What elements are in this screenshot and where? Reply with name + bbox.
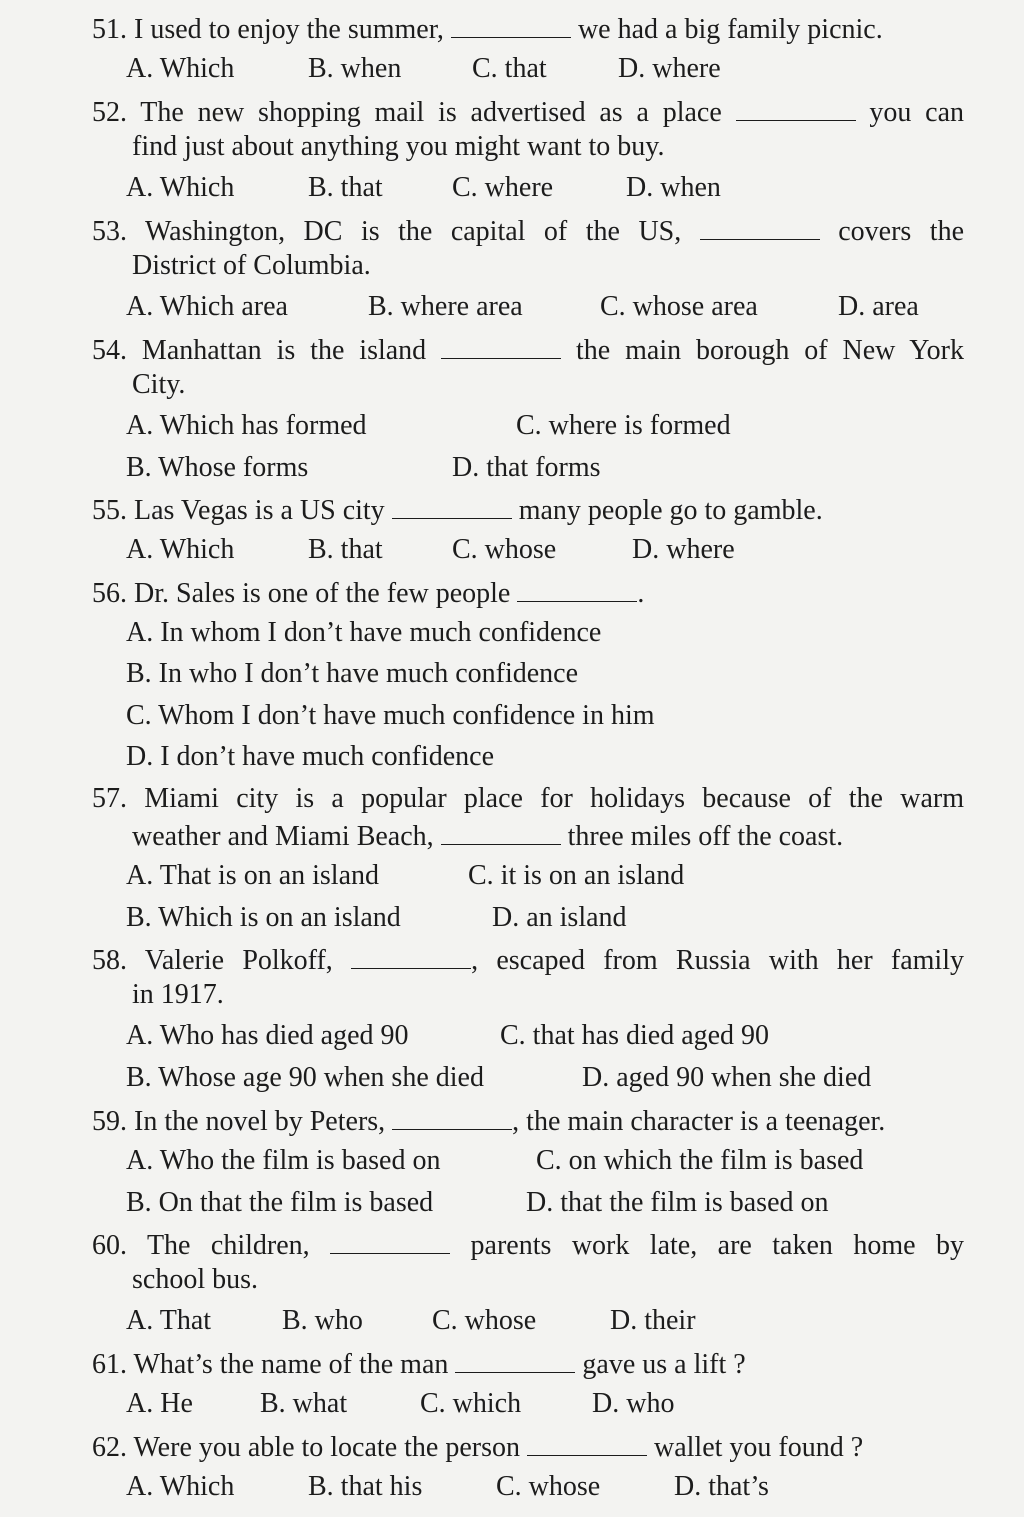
option-c: C. it is on an island bbox=[468, 860, 685, 891]
question-number: 60. bbox=[92, 1230, 127, 1261]
answer-blank bbox=[736, 94, 856, 121]
option-d: D. where bbox=[632, 534, 735, 565]
option-a: A. Who the film is based on bbox=[126, 1145, 441, 1176]
question-61 bbox=[92, 1346, 746, 1380]
option-c: C. that bbox=[472, 53, 547, 84]
question-number: 58. bbox=[92, 945, 127, 976]
question-text: What’s the name of the man bbox=[133, 1349, 449, 1380]
question-text-continued bbox=[132, 818, 843, 852]
question-text-continued: District of Columbia. bbox=[132, 250, 371, 281]
option-b: B. when bbox=[308, 53, 402, 84]
option-c: C. which bbox=[420, 1388, 522, 1419]
option-b: B. where area bbox=[368, 291, 523, 322]
question-text: the main borough of New York bbox=[576, 335, 965, 366]
question-text: Manhattan is the island bbox=[141, 335, 427, 366]
question-55 bbox=[92, 492, 823, 526]
option-b: B. On that the film is based bbox=[126, 1187, 434, 1218]
question-number: 53. bbox=[92, 216, 127, 247]
question-number: 56. bbox=[92, 578, 127, 609]
question-text: Las Vegas is a US city bbox=[134, 495, 385, 526]
option-b: B. Which is on an island bbox=[126, 902, 401, 933]
question-number: 59. bbox=[92, 1106, 127, 1137]
answer-blank bbox=[330, 1227, 450, 1254]
option-b: B. that his bbox=[308, 1471, 423, 1502]
question-59 bbox=[92, 1103, 885, 1137]
question-text: , escaped from Russia with her family bbox=[471, 945, 964, 976]
question-58 bbox=[92, 942, 964, 976]
answer-blank bbox=[351, 942, 471, 969]
option-d: D. that’s bbox=[674, 1471, 769, 1502]
question-text-continued: school bus. bbox=[132, 1264, 258, 1295]
question-text: covers the bbox=[838, 216, 965, 247]
question-57 bbox=[92, 782, 964, 816]
question-text: wallet you found ? bbox=[653, 1432, 864, 1463]
option-a: A. Which area bbox=[126, 291, 288, 322]
question-text-continued: find just about anything you might want to buy. bbox=[132, 131, 665, 162]
option-b: B. who bbox=[282, 1305, 363, 1336]
question-62 bbox=[92, 1429, 863, 1463]
option-a: A. Which bbox=[126, 53, 235, 84]
question-number: 61. bbox=[92, 1349, 127, 1380]
question-text: The new shopping mail is advertised as a place bbox=[140, 97, 722, 128]
question-text: you can bbox=[869, 97, 965, 128]
option-c: C. whose bbox=[496, 1471, 601, 1502]
question-53 bbox=[92, 213, 964, 247]
option-c: C. whose bbox=[452, 534, 557, 565]
option-c: C. whose bbox=[432, 1305, 537, 1336]
option-a: A. Which bbox=[126, 534, 235, 565]
option-d: D. aged 90 when she died bbox=[582, 1062, 872, 1093]
option-a: A. Which bbox=[126, 172, 235, 203]
question-text: Miami city is a popular place for holidays because of the warm bbox=[144, 783, 964, 814]
answer-blank bbox=[451, 11, 571, 38]
option-a: A. Which has formed bbox=[126, 410, 367, 441]
question-number: 62. bbox=[92, 1432, 127, 1463]
question-text: parents work late, are taken home by bbox=[470, 1230, 964, 1261]
option-b: B. In who I don’t have much confidence bbox=[126, 658, 579, 689]
question-text: I used to enjoy the summer, bbox=[134, 14, 444, 45]
question-text: Were you able to locate the person bbox=[133, 1432, 520, 1463]
option-c: C. that has died aged 90 bbox=[500, 1020, 770, 1051]
option-a: A. Which bbox=[126, 1471, 235, 1502]
option-a: A. Who has died aged 90 bbox=[126, 1020, 409, 1051]
option-c: C. Whom I don’t have much confidence in him bbox=[126, 700, 655, 731]
option-c: C. on which the film is based bbox=[536, 1145, 864, 1176]
option-b: B. Whose forms bbox=[126, 452, 309, 483]
question-number: 57. bbox=[92, 783, 127, 814]
question-text: gave us a lift ? bbox=[582, 1349, 746, 1380]
option-b: B. what bbox=[260, 1388, 348, 1419]
answer-blank bbox=[455, 1346, 575, 1373]
option-d: D. when bbox=[626, 172, 721, 203]
answer-blank bbox=[441, 332, 561, 359]
option-d: D. area bbox=[838, 291, 919, 322]
option-d: D. an island bbox=[492, 902, 627, 933]
option-b: B. that bbox=[308, 172, 383, 203]
option-d: D. I don’t have much confidence bbox=[126, 741, 495, 772]
question-number: 54. bbox=[92, 335, 127, 366]
answer-blank bbox=[392, 1103, 512, 1130]
question-text: Valerie Polkoff, bbox=[144, 945, 333, 976]
option-c: C. whose area bbox=[600, 291, 758, 322]
question-51 bbox=[92, 11, 883, 45]
question-text: , the main character is a teenager. bbox=[512, 1106, 886, 1137]
question-text: many people go to gamble. bbox=[518, 495, 823, 526]
option-d: D. that forms bbox=[452, 452, 601, 483]
option-a: A. In whom I don’t have much confidence bbox=[126, 617, 602, 648]
question-number: 55. bbox=[92, 495, 127, 526]
question-text: Dr. Sales is one of the few people bbox=[134, 578, 511, 609]
option-d: D. their bbox=[610, 1305, 696, 1336]
question-number: 51. bbox=[92, 14, 127, 45]
option-a: A. He bbox=[126, 1388, 193, 1419]
question-60 bbox=[92, 1227, 964, 1261]
option-a: A. That bbox=[126, 1305, 212, 1336]
question-text: Washington, DC is the capital of the US, bbox=[145, 216, 682, 247]
question-text: . bbox=[637, 578, 645, 609]
option-c: C. where bbox=[452, 172, 554, 203]
option-c: C. where is formed bbox=[516, 410, 731, 441]
question-number: 52. bbox=[92, 97, 127, 128]
option-a: A. That is on an island bbox=[126, 860, 380, 891]
answer-blank bbox=[392, 492, 512, 519]
answer-blank bbox=[517, 575, 637, 602]
question-text: we had a big family picnic. bbox=[577, 14, 883, 45]
answer-blank bbox=[441, 818, 561, 845]
question-text: three miles off the coast. bbox=[567, 821, 844, 852]
option-b: B. that bbox=[308, 534, 383, 565]
option-d: D. that the film is based on bbox=[526, 1187, 829, 1218]
option-d: D. who bbox=[592, 1388, 675, 1419]
question-text-continued: in 1917. bbox=[132, 979, 224, 1010]
question-text: weather and Miami Beach, bbox=[132, 821, 434, 852]
question-52 bbox=[92, 94, 964, 128]
option-d: D. where bbox=[618, 53, 721, 84]
option-b: B. Whose age 90 when she died bbox=[126, 1062, 484, 1093]
question-text: In the novel by Peters, bbox=[134, 1106, 386, 1137]
answer-blank bbox=[527, 1429, 647, 1456]
answer-blank bbox=[700, 213, 820, 240]
question-text-continued: City. bbox=[132, 369, 186, 400]
question-54 bbox=[92, 332, 964, 366]
question-56 bbox=[92, 575, 644, 609]
question-text: The children, bbox=[146, 1230, 310, 1261]
